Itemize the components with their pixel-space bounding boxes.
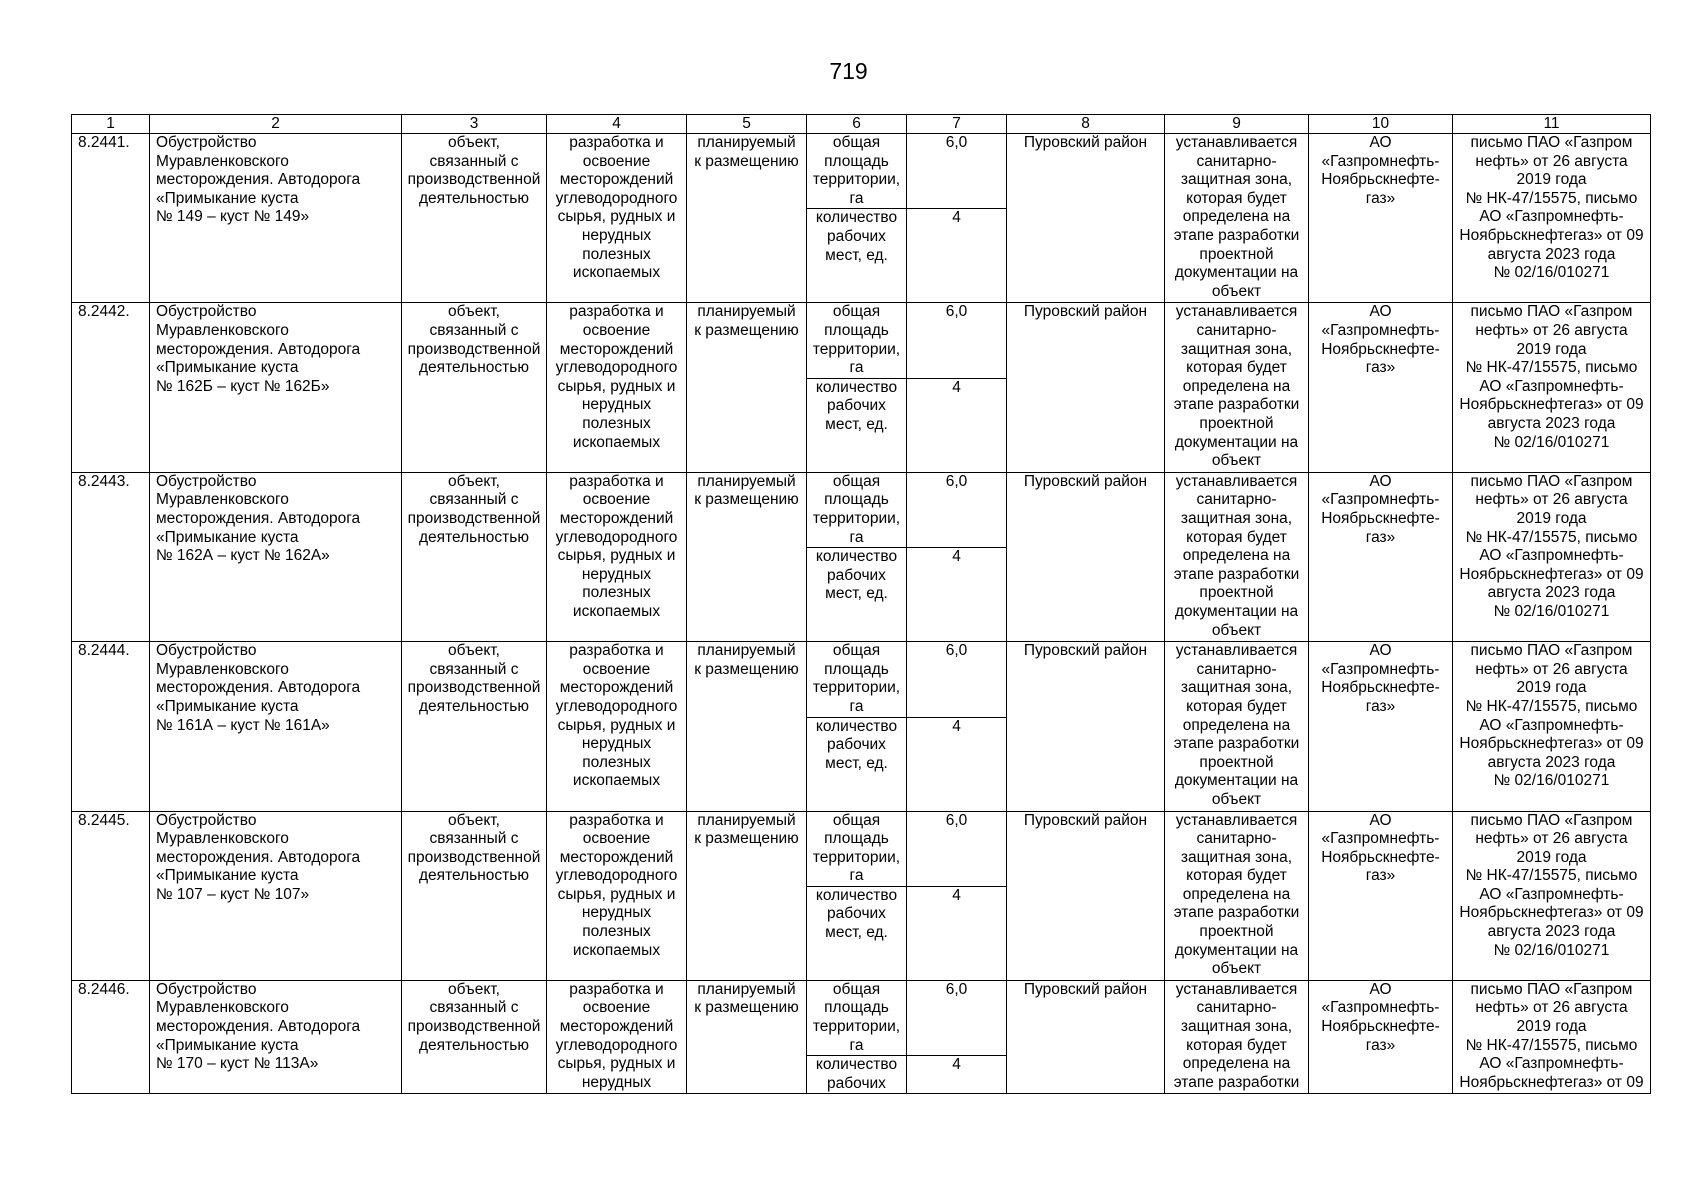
characteristic-jobs-cell-text: количество рабочих [815, 1056, 898, 1092]
zone-cell-text: устанавливается санитарно- защитная зона, которая будет определена на этапе разработки проектной документации на объект [1173, 134, 1300, 300]
status-cell [687, 472, 807, 641]
location-cell-text: Пуровский район [1023, 472, 1148, 490]
location-cell-text: Пуровский район [1023, 642, 1148, 660]
characteristic-jobs-cell-text: количество рабочих мест, ед. [815, 209, 898, 264]
characteristic-area-cell-text: общая площадь территории, га [812, 134, 901, 207]
purpose-cell [547, 811, 687, 980]
purpose-cell-text: разработка и освоение месторождений углеводородного сырья, рудных и нерудных полезных ископаемых [555, 134, 678, 282]
row-number-cell [72, 642, 150, 811]
object-type-cell-text: объект, связанный с производственной деятельностью [407, 303, 541, 377]
column-number-row [72, 115, 1651, 134]
location-cell-text: Пуровский район [1023, 811, 1148, 829]
object-type-cell [402, 811, 547, 980]
value-area-cell [907, 980, 1007, 1055]
status-cell [687, 303, 807, 472]
column-number: 3 [402, 115, 547, 134]
location-cell [1007, 980, 1165, 1094]
object-type-cell-text: объект, связанный с производственной деятельностью [407, 642, 541, 715]
page-number: 719 [829, 58, 868, 84]
organization-cell-text: АО «Газпромнефть- Ноябрьскнефте- газ» [1321, 642, 1440, 715]
organization-cell-text: АО «Газпромнефть- Ноябрьскнефте- газ» [1321, 303, 1440, 377]
value-area-cell-text: 6,0 [945, 472, 968, 490]
value-jobs-cell-text: 4 [952, 548, 961, 566]
purpose-cell-text: разработка и освоение месторождений углеводородного сырья, рудных и нерудных полезных ископаемых [555, 472, 678, 620]
row-number-cell [72, 811, 150, 980]
basis-cell-text: письмо ПАО «Газпром нефть» от 26 августа 2019 года № НК-47/15575, письмо АО «Газпромнефть- Ноябрьскнефтегаз» от 09 [1459, 980, 1644, 1091]
characteristic-area-cell [807, 980, 907, 1055]
characteristic-area-cell-text: общая площадь территории, га [812, 472, 901, 546]
status-cell-text: планируемый к размещению [694, 472, 799, 509]
purpose-cell-text: разработка и освоение месторождений углеводородного сырья, рудных и нерудных полезных ископаемых [555, 303, 678, 451]
basis-cell [1453, 642, 1651, 811]
column-number: 7 [907, 115, 1007, 134]
status-cell-text: планируемый к размещению [694, 303, 799, 339]
purpose-cell-text: разработка и освоение месторождений углеводородного сырья, рудных и нерудных полезных ископаемых [555, 811, 678, 959]
object-type-cell [402, 472, 547, 641]
object-type-cell [402, 134, 547, 303]
purpose-cell [547, 134, 687, 303]
column-number: 5 [687, 115, 807, 134]
object-name-cell [150, 980, 402, 1094]
characteristic-jobs-cell [807, 886, 907, 980]
location-cell [1007, 472, 1165, 641]
zone-cell-text: устанавливается санитарно- защитная зона, которая будет определена на этапе разработки [1173, 980, 1300, 1091]
table-row [72, 642, 1651, 717]
organization-cell [1309, 980, 1453, 1094]
organization-cell [1309, 642, 1453, 811]
table-row [72, 472, 1651, 547]
characteristic-area-cell-text: общая площадь территории, га [812, 642, 901, 715]
characteristic-jobs-cell [807, 548, 907, 642]
row-number-cell-text: 8.2446. [78, 980, 130, 998]
object-type-cell [402, 642, 547, 811]
characteristic-jobs-cell [807, 209, 907, 303]
object-name-cell-text: Обустройство Муравленковского месторождения. Автодорога «Примыкание куста № 149 – куст № 149» [156, 134, 361, 226]
organization-cell-text: АО «Газпромнефть- Ноябрьскнефте- газ» [1321, 811, 1440, 885]
value-area-cell-text: 6,0 [945, 642, 968, 660]
basis-cell-text: письмо ПАО «Газпром нефть» от 26 августа 2019 года № НК-47/15575, письмо АО «Газпромнефть- Ноябрьскнефтегаз» от 09 августа 2023 года № 02/16/010271 [1459, 811, 1644, 959]
characteristic-area-cell-text: общая площадь территории, га [812, 980, 901, 1054]
purpose-cell-text: разработка и освоение месторождений углеводородного сырья, рудных и нерудных [555, 980, 678, 1091]
status-cell-text: планируемый к размещению [694, 980, 799, 1017]
characteristic-jobs-cell-text: количество рабочих мест, ед. [815, 378, 898, 433]
object-type-cell-text: объект, связанный с производственной деятельностью [407, 980, 541, 1054]
column-number: 10 [1309, 115, 1453, 134]
characteristic-jobs-cell-text: количество рабочих мест, ед. [815, 548, 898, 603]
zone-cell [1165, 472, 1309, 641]
row-number-cell-text: 8.2443. [78, 472, 130, 490]
object-name-cell [150, 642, 402, 811]
object-name-cell-text: Обустройство Муравленковского месторождения. Автодорога «Примыкание куста № 162А – куст № 162А» [156, 472, 361, 565]
purpose-cell [547, 980, 687, 1094]
organization-cell [1309, 303, 1453, 472]
characteristic-area-cell [807, 811, 907, 886]
organization-cell [1309, 472, 1453, 641]
register-table [71, 114, 1651, 1094]
purpose-cell-text: разработка и освоение месторождений углеводородного сырья, рудных и нерудных полезных ископаемых [555, 642, 678, 790]
value-area-cell [907, 134, 1007, 209]
characteristic-area-cell [807, 472, 907, 547]
value-area-cell-text: 6,0 [945, 134, 968, 151]
row-number-cell [72, 980, 150, 1094]
column-number: 4 [547, 115, 687, 134]
zone-cell-text: устанавливается санитарно- защитная зона, которая будет определена на этапе разработки проектной документации на объект [1173, 303, 1300, 470]
object-type-cell-text: объект, связанный с производственной деятельностью [407, 811, 541, 885]
characteristic-jobs-cell [807, 378, 907, 472]
value-jobs-cell [907, 886, 1007, 980]
row-number-cell-text: 8.2444. [78, 642, 130, 660]
status-cell-text: планируемый к размещению [694, 134, 799, 170]
basis-cell-text: письмо ПАО «Газпром нефть» от 26 августа 2019 года № НК-47/15575, письмо АО «Газпромнефть- Ноябрьскнефтегаз» от 09 августа 2023 года № 02/16/010271 [1459, 134, 1644, 282]
characteristic-jobs-cell [807, 1056, 907, 1094]
object-name-cell [150, 811, 402, 980]
organization-cell-text: АО «Газпромнефть- Ноябрьскнефте- газ» [1321, 980, 1440, 1054]
object-name-cell [150, 472, 402, 641]
row-number-cell [72, 134, 150, 303]
basis-cell [1453, 472, 1651, 641]
value-area-cell-text: 6,0 [945, 980, 968, 998]
column-number: 9 [1165, 115, 1309, 134]
object-name-cell-text: Обустройство Муравленковского месторождения. Автодорога «Примыкание куста № 162Б – куст № 162Б» [156, 303, 361, 395]
column-number: 11 [1453, 115, 1651, 134]
basis-cell [1453, 303, 1651, 472]
table-row [72, 980, 1651, 1055]
value-area-cell-text: 6,0 [945, 811, 968, 829]
purpose-cell [547, 642, 687, 811]
row-number-cell [72, 472, 150, 641]
object-name-cell [150, 303, 402, 472]
object-name-cell-text: Обустройство Муравленковского месторождения. Автодорога «Примыкание куста № 107 – куст № 107» [156, 811, 361, 903]
value-jobs-cell-text: 4 [952, 378, 961, 396]
basis-cell [1453, 134, 1651, 303]
zone-cell [1165, 134, 1309, 303]
location-cell-text: Пуровский район [1023, 980, 1148, 998]
object-name-cell-text: Обустройство Муравленковского месторождения. Автодорога «Примыкание куста № 161А – куст № 161А» [156, 642, 361, 734]
zone-cell-text: устанавливается санитарно- защитная зона, которая будет определена на этапе разработки проектной документации на объект [1173, 472, 1300, 639]
characteristic-area-cell-text: общая площадь территории, га [812, 303, 901, 377]
location-cell-text: Пуровский район [1023, 303, 1148, 321]
organization-cell-text: АО «Газпромнефть- Ноябрьскнефте- газ» [1321, 134, 1440, 207]
row-number-cell [72, 303, 150, 472]
basis-cell-text: письмо ПАО «Газпром нефть» от 26 августа 2019 года № НК-47/15575, письмо АО «Газпромнефть- Ноябрьскнефтегаз» от 09 августа 2023 года № 02/16/010271 [1459, 303, 1644, 451]
row-number-cell-text: 8.2442. [78, 303, 130, 321]
purpose-cell [547, 303, 687, 472]
basis-cell-text: письмо ПАО «Газпром нефть» от 26 августа 2019 года № НК-47/15575, письмо АО «Газпромнефть- Ноябрьскнефтегаз» от 09 августа 2023 года № 02/16/010271 [1459, 472, 1644, 620]
basis-cell [1453, 980, 1651, 1094]
characteristic-jobs-cell [807, 717, 907, 811]
value-jobs-cell [907, 209, 1007, 303]
location-cell-text: Пуровский район [1023, 134, 1148, 151]
object-type-cell [402, 980, 547, 1094]
location-cell [1007, 134, 1165, 303]
column-number: 8 [1007, 115, 1165, 134]
organization-cell-text: АО «Газпромнефть- Ноябрьскнефте- газ» [1321, 472, 1440, 546]
column-number: 1 [72, 115, 150, 134]
value-jobs-cell-text: 4 [952, 717, 961, 735]
status-cell-text: планируемый к размещению [694, 811, 799, 848]
characteristic-jobs-cell-text: количество рабочих мест, ед. [815, 717, 898, 772]
value-jobs-cell-text: 4 [952, 886, 961, 904]
characteristic-jobs-cell-text: количество рабочих мест, ед. [815, 886, 898, 942]
characteristic-area-cell-text: общая площадь территории, га [812, 811, 901, 885]
status-cell-text: планируемый к размещению [694, 642, 799, 678]
organization-cell [1309, 811, 1453, 980]
zone-cell [1165, 642, 1309, 811]
status-cell [687, 811, 807, 980]
value-jobs-cell [907, 548, 1007, 642]
zone-cell [1165, 303, 1309, 472]
value-area-cell [907, 811, 1007, 886]
zone-cell-text: устанавливается санитарно- защитная зона, которая будет определена на этапе разработки проектной документации на объект [1173, 811, 1300, 978]
row-number-cell-text: 8.2445. [78, 811, 130, 829]
zone-cell-text: устанавливается санитарно- защитная зона, которая будет определена на этапе разработки проектной документации на объект [1173, 642, 1300, 808]
value-jobs-cell [907, 1056, 1007, 1094]
value-area-cell-text: 6,0 [945, 303, 968, 321]
value-area-cell [907, 472, 1007, 547]
value-jobs-cell-text: 4 [952, 1056, 961, 1074]
organization-cell [1309, 134, 1453, 303]
table-row [72, 303, 1651, 378]
object-type-cell [402, 303, 547, 472]
table-row [72, 134, 1651, 209]
location-cell [1007, 303, 1165, 472]
characteristic-area-cell [807, 134, 907, 209]
value-jobs-cell [907, 378, 1007, 472]
value-area-cell [907, 642, 1007, 717]
table-row [72, 811, 1651, 886]
object-name-cell [150, 134, 402, 303]
zone-cell [1165, 980, 1309, 1094]
location-cell [1007, 811, 1165, 980]
zone-cell [1165, 811, 1309, 980]
value-jobs-cell [907, 717, 1007, 811]
object-type-cell-text: объект, связанный с производственной деятельностью [407, 472, 541, 546]
purpose-cell [547, 472, 687, 641]
value-jobs-cell-text: 4 [952, 209, 961, 227]
table-body [72, 115, 1651, 1094]
basis-cell-text: письмо ПАО «Газпром нефть» от 26 августа 2019 года № НК-47/15575, письмо АО «Газпромнефть- Ноябрьскнефтегаз» от 09 августа 2023 года № 02/16/010271 [1459, 642, 1644, 790]
status-cell [687, 980, 807, 1094]
characteristic-area-cell [807, 303, 907, 378]
basis-cell [1453, 811, 1651, 980]
column-number: 6 [807, 115, 907, 134]
value-area-cell [907, 303, 1007, 378]
row-number-cell-text: 8.2441. [78, 134, 130, 151]
column-number: 2 [150, 115, 402, 134]
object-name-cell-text: Обустройство Муравленковского месторождения. Автодорога «Примыкание куста № 170 – куст № 113А» [156, 980, 361, 1073]
characteristic-area-cell [807, 642, 907, 717]
location-cell [1007, 642, 1165, 811]
object-type-cell-text: объект, связанный с производственной деятельностью [407, 134, 541, 207]
status-cell [687, 642, 807, 811]
status-cell [687, 134, 807, 303]
